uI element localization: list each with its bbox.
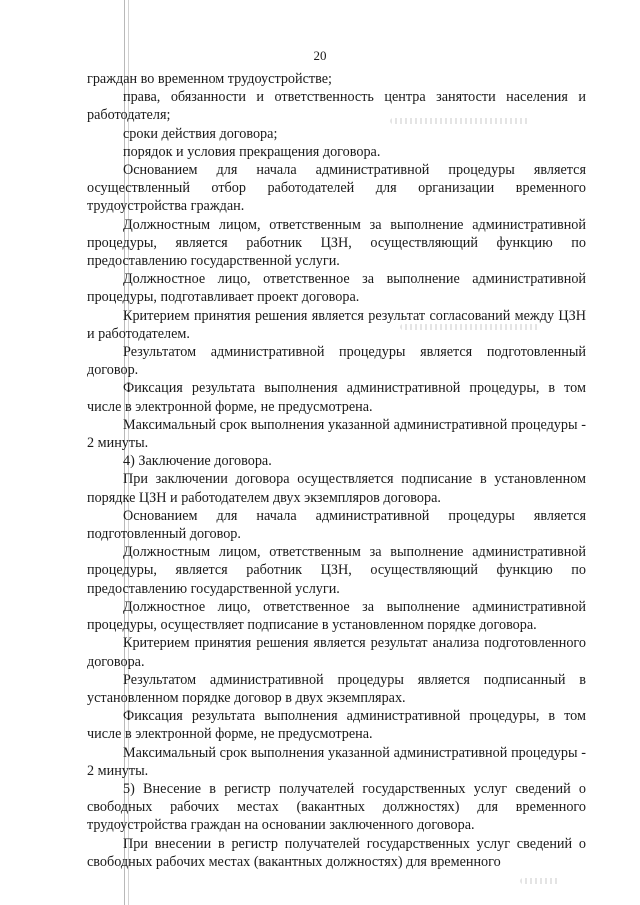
paragraph: Должностным лицом, ответственным за выполнение административной процедуры, является работник ЦЗН, осуществляющий функцию по предоставлению государственной услуги. [87,216,586,270]
section-heading: 4) Заключение договора. [123,453,272,470]
document-body [87,70,586,871]
paragraph: Максимальный срок выполнения указанной административной процедуры - 2 минуты. [87,416,586,452]
paragraph: порядок и условия прекращения договора. [123,143,381,160]
paragraph: Результатом административной процедуры является подписанный в установленном порядке договор в двух экземплярах. [87,671,586,706]
paragraph: Критерием принятия решения является результат согласований между ЦЗН и работодателем. [87,307,586,342]
paragraph: Критерием принятия решения является результат анализа подготовленного договора. [87,635,586,670]
paragraph: Должностным лицом, ответственным за выполнение административной процедуры, является работник ЦЗН, осуществляющий функцию по предоставлению государственной услуги. [87,544,586,597]
paragraph: права, обязанности и ответственность центра занятости населения и работодателя; [87,89,586,124]
paragraph: сроки действия договора; [123,125,278,142]
section-heading: 5) Внесение в регистр получателей государственных услуг сведений о свободных рабочих местах (вакантных должностях) для временного трудоустройства граждан на основании заключенного договора. [87,780,586,834]
paragraph: Максимальный срок выполнения указанной административной процедуры - 2 минуты. [87,744,586,779]
page-number: 20 [313,48,327,63]
paragraph: Должностное лицо, ответственное за выполнение административной процедуры, подготавливает проект договора. [87,271,586,306]
paragraph: При заключении договора осуществляется подписание в установленном порядке ЦЗН и работодателем двух экземпляров договора. [87,471,586,506]
paragraph: Должностное лицо, ответственное за выполнение административной процедуры, осуществляет подписание в установленном порядке договора. [87,598,586,634]
paragraph: Фиксация результата выполнения административной процедуры, в том числе в электронной форме, не предусмотрена. [87,380,586,415]
paragraph: Основанием для начала административной процедуры является подготовленный договор. [87,507,586,543]
paragraph: Фиксация результата выполнения административной процедуры, в том числе в электронной форме, не предусмотрена. [87,708,586,743]
paragraph: граждан во временном трудоустройстве; [87,71,332,87]
scan-noise [520,878,560,884]
paragraph: При внесении в регистр получателей государственных услуг сведений о свободных рабочих местах (вакантных должностях) для временного [87,835,586,870]
paragraph: Основанием для начала административной процедуры является осуществленный отбор работодателей для организации временного трудоустройства граждан. [87,162,586,215]
paragraph: Результатом административной процедуры является подготовленный договор. [87,344,586,379]
